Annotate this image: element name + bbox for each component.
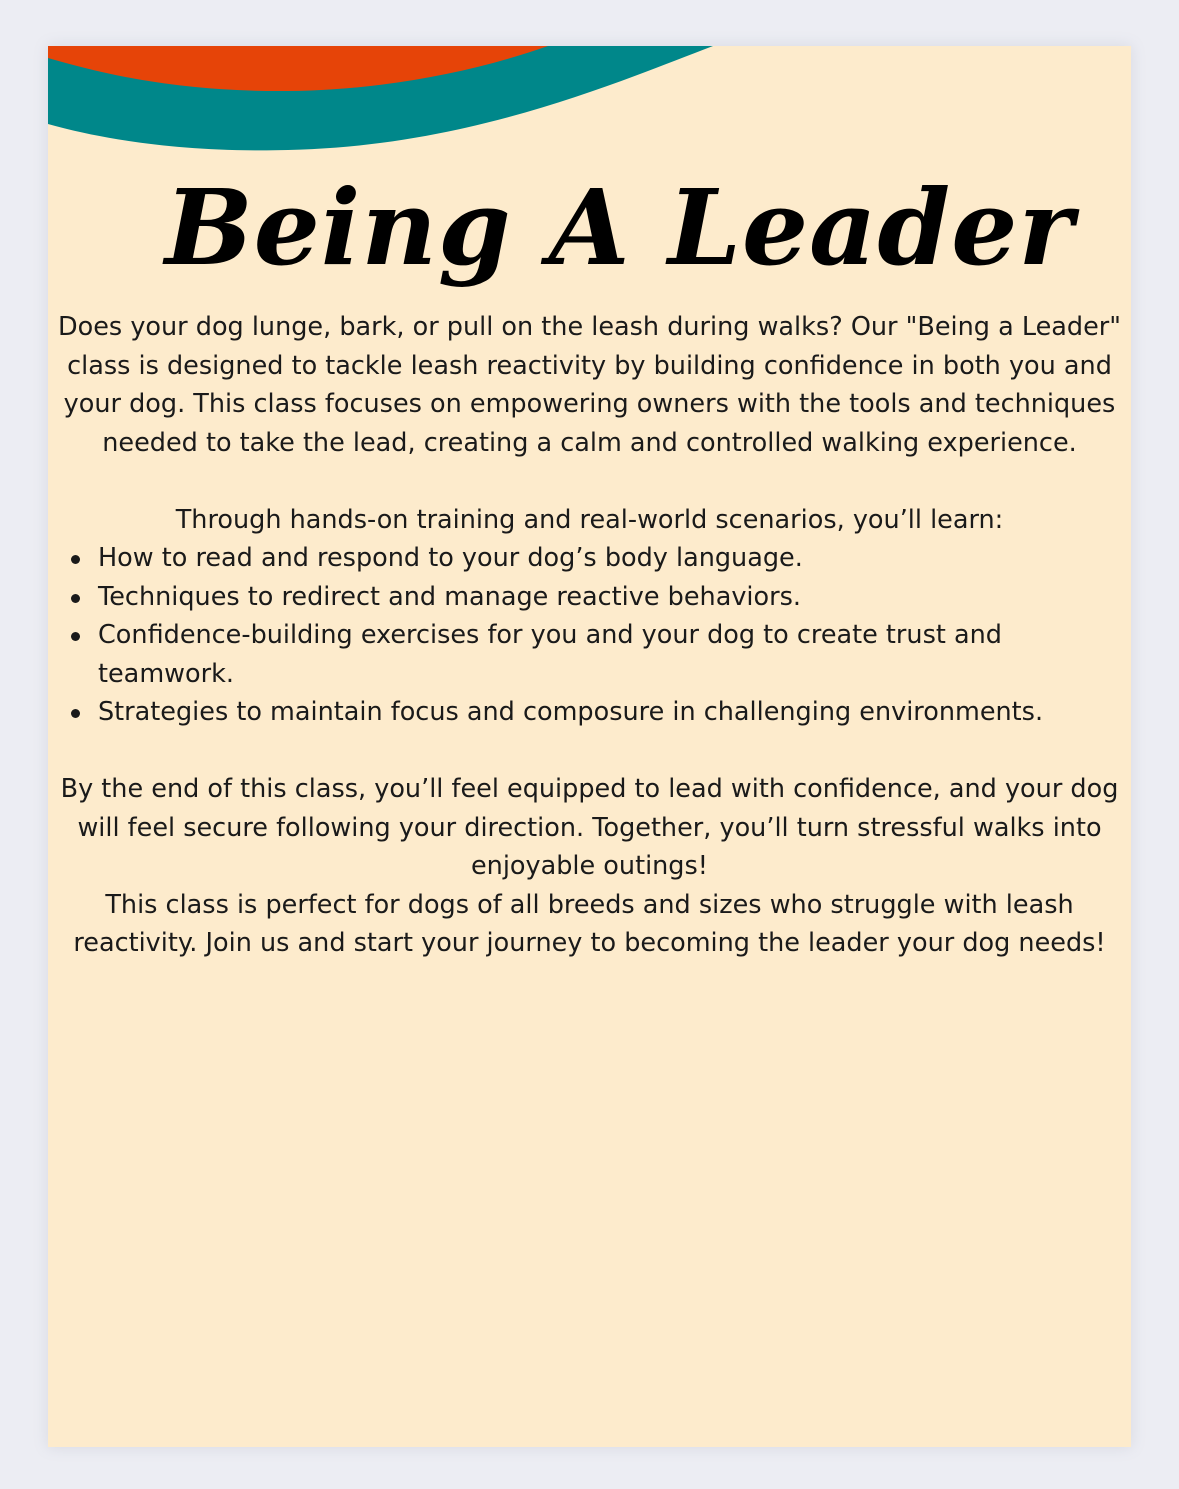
learn-list [56, 539, 1123, 732]
closing-paragraph: By the end of this class, you’ll feel equipped to lead with confidence, and your dog will feel secure following your direction. Together, you’ll turn stressful walks into enjoyable outings! [60, 774, 1119, 881]
list-item [56, 539, 1123, 578]
list-item-text: Strategies to maintain focus and composure in challenging environments. [98, 697, 1044, 727]
paragraph-spacer [56, 462, 1123, 501]
page-title: Being A Leader [164, 166, 1075, 289]
flyer-page [48, 46, 1131, 1447]
bullet-icon [71, 632, 80, 641]
bullet-icon [71, 709, 80, 718]
bullet-icon [71, 555, 80, 564]
intro-paragraph: Does your dog lunge, bark, or pull on the leash during walks? Our "Being a Leader" class is designed to tackle leash reactivity by building confidence in both you and your dog. This class focuses on empowering owners with the tools and techniques needed to take the lead, creating a calm and controlled walking experience. [58, 312, 1121, 458]
list-item-text: How to read and respond to your dog’s body language. [98, 543, 803, 573]
list-item-text: Confidence-building exercises for you and your dog to create trust and teamwork. [98, 620, 1002, 689]
flyer-body [56, 308, 1123, 963]
list-item [56, 616, 1123, 693]
learn-lead-text: Through hands-on training and real-world scenarios, you’ll learn: [175, 504, 1004, 535]
paragraph-spacer [56, 732, 1123, 771]
bullet-icon [71, 594, 80, 603]
list-item [56, 693, 1123, 732]
list-item [56, 578, 1123, 617]
closing-paragraph-2: This class is perfect for dogs of all breeds and sizes who struggle with leash reactivity. Join us and start your journey to becoming the leader your dog needs! [73, 889, 1106, 958]
list-item-text: Techniques to redirect and manage reactive behaviors. [98, 581, 801, 612]
decorative-waves [48, 46, 1131, 176]
